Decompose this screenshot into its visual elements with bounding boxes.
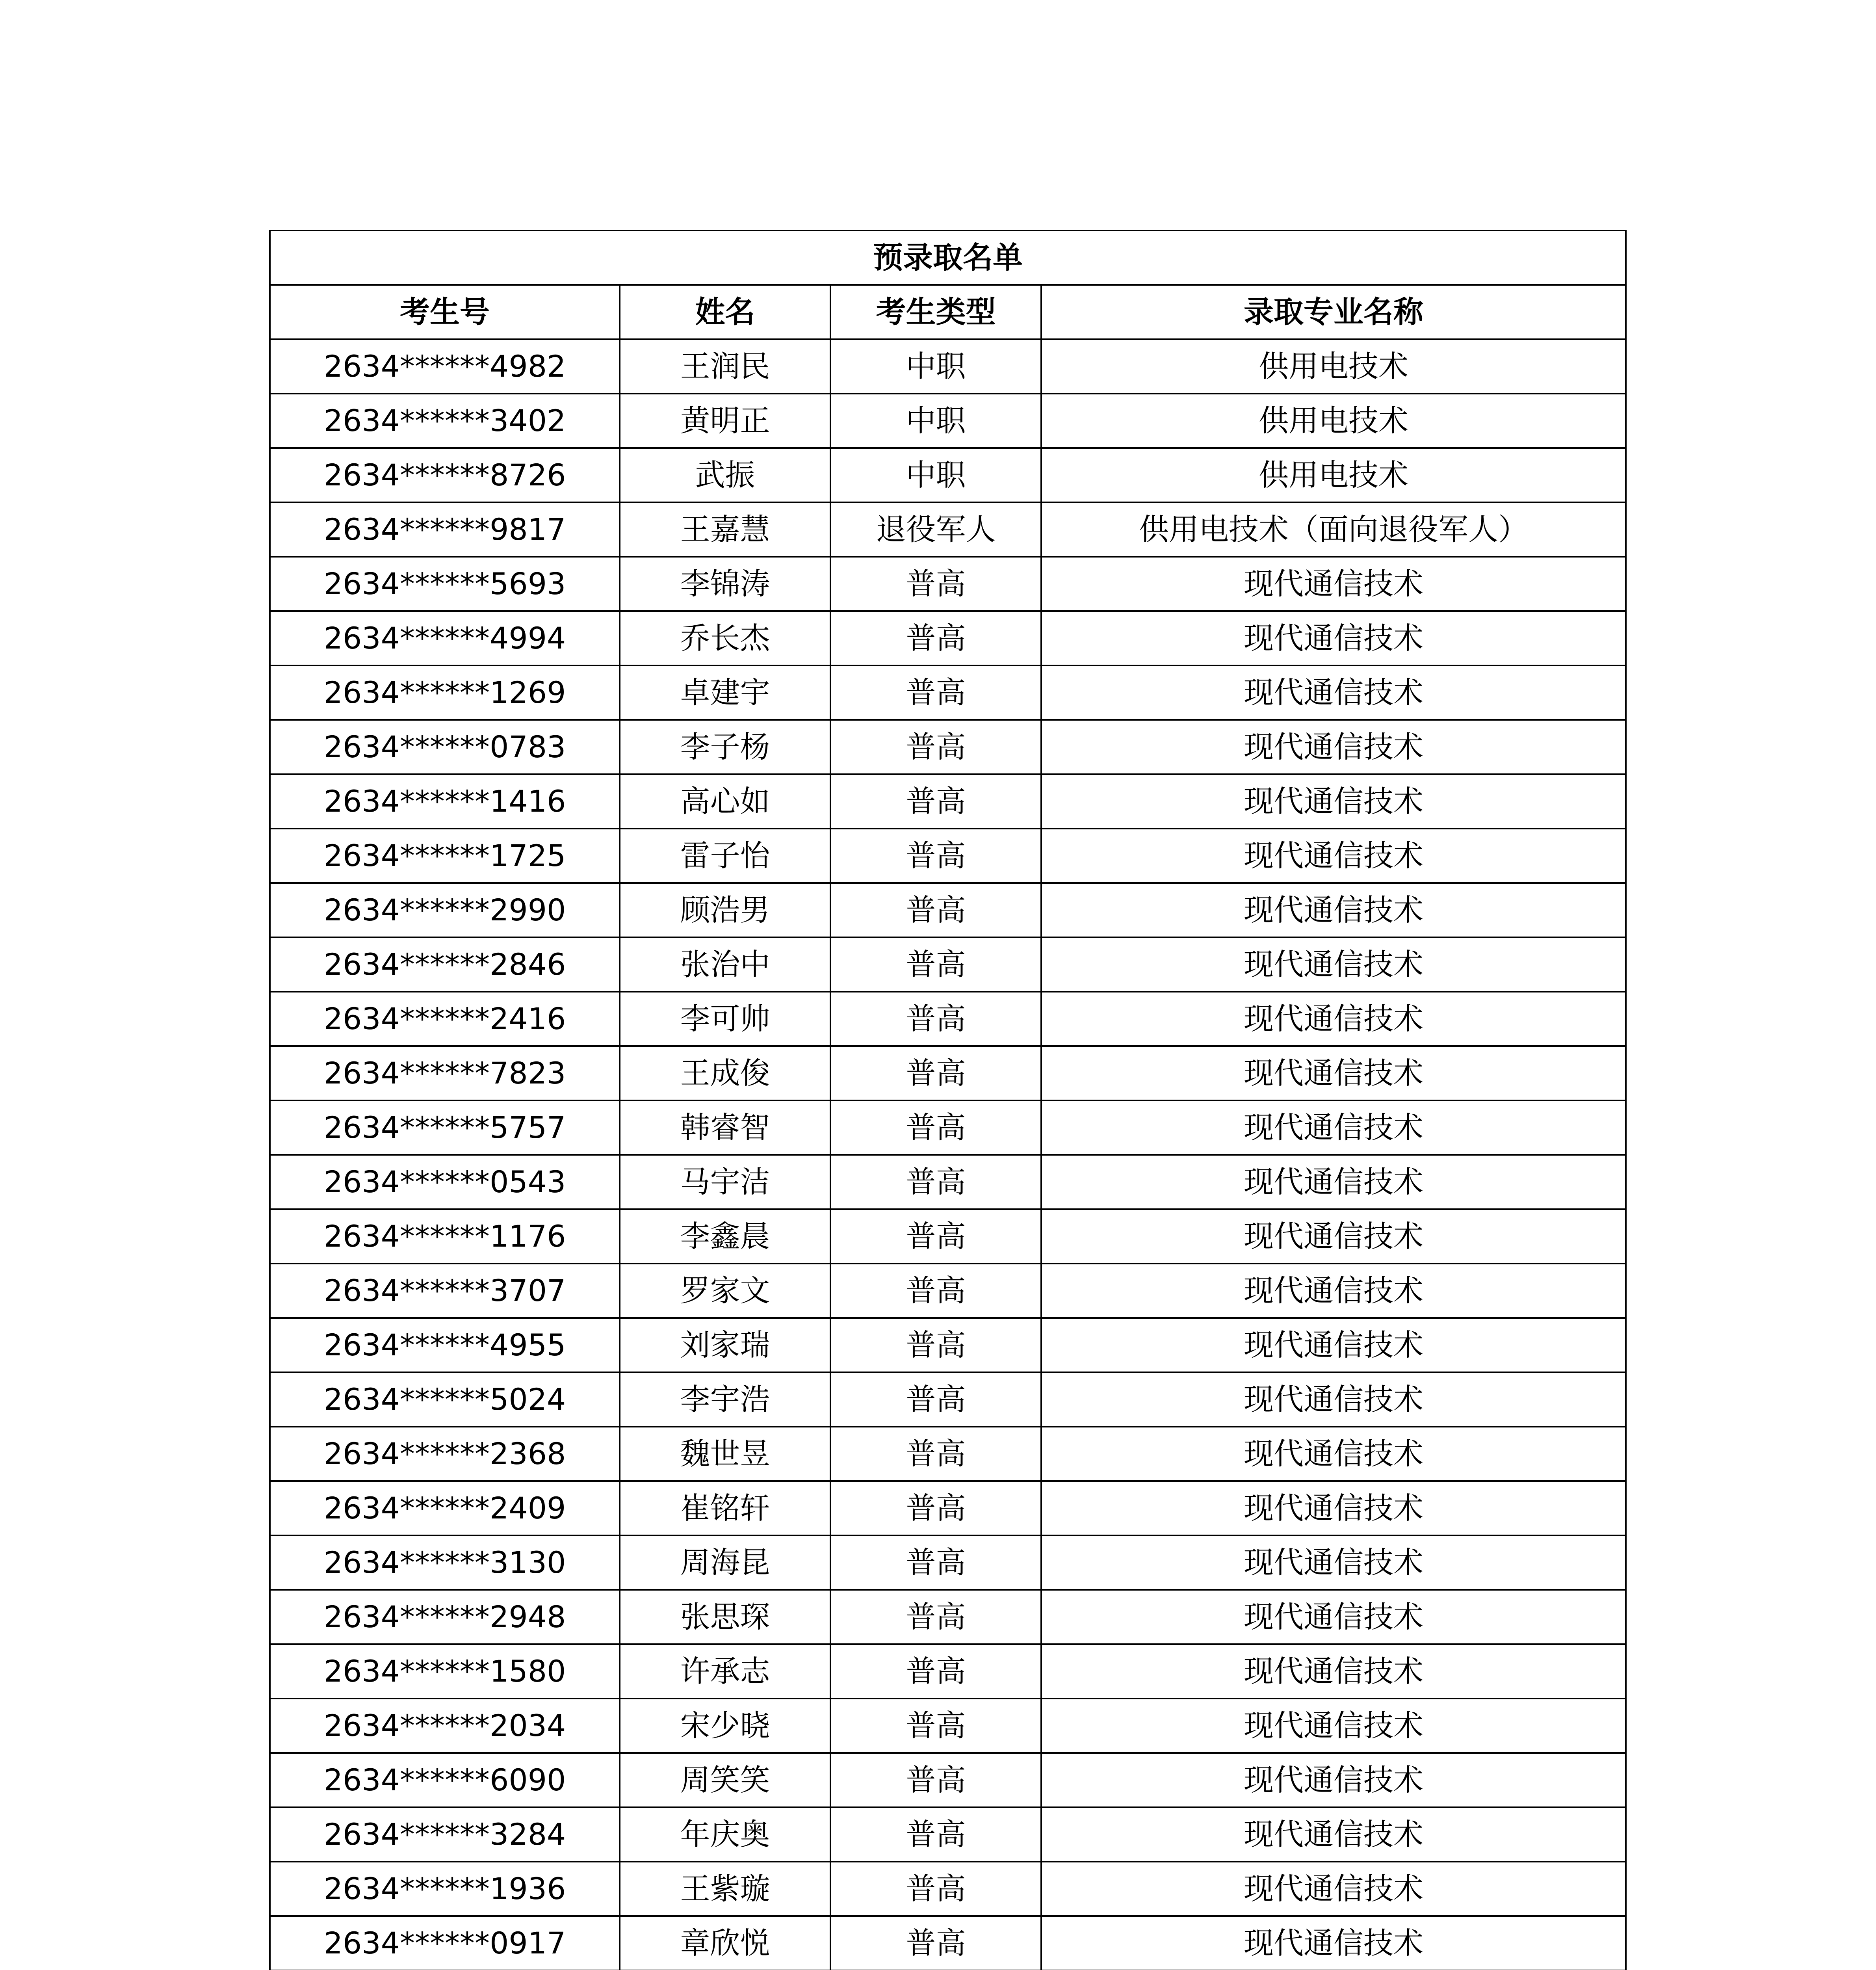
cell-exam-id: 2634******5024 [270,1372,620,1427]
cell-candidate-type: 普高 [830,720,1041,774]
cell-exam-id: 2634******0783 [270,720,620,774]
cell-name: 卓建宇 [620,665,830,720]
cell-name: 武振 [620,448,830,502]
table-title: 预录取名单 [270,230,1626,285]
cell-exam-id: 2634******3707 [270,1264,620,1318]
cell-major: 现代通信技术 [1041,1372,1626,1427]
cell-exam-id: 2634******1416 [270,774,620,829]
cell-exam-id: 2634******4982 [270,339,620,394]
cell-name: 周海昆 [620,1535,830,1590]
cell-exam-id: 2634******7823 [270,1046,620,1100]
cell-name: 韩睿智 [620,1100,830,1155]
table-row [270,1753,1626,1807]
cell-candidate-type: 普高 [830,1807,1041,1862]
column-header-name: 姓名 [620,285,830,339]
cell-major: 现代通信技术 [1041,992,1626,1046]
table-row [270,1100,1626,1155]
cell-exam-id: 2634******3402 [270,394,620,448]
cell-name: 黄明正 [620,394,830,448]
cell-candidate-type: 普高 [830,1753,1041,1807]
cell-exam-id: 2634******3284 [270,1807,620,1862]
cell-name: 顾浩男 [620,883,830,937]
cell-name: 周笑笑 [620,1753,830,1807]
cell-major: 现代通信技术 [1041,1590,1626,1644]
table-row [270,1427,1626,1481]
cell-major: 现代通信技术 [1041,1481,1626,1535]
cell-candidate-type: 普高 [830,1644,1041,1699]
cell-major: 现代通信技术 [1041,1916,1626,1970]
cell-candidate-type: 普高 [830,1100,1041,1155]
cell-name: 李锦涛 [620,557,830,611]
cell-exam-id: 2634******5757 [270,1100,620,1155]
cell-candidate-type: 普高 [830,1590,1041,1644]
cell-major: 现代通信技术 [1041,1753,1626,1807]
cell-exam-id: 2634******6090 [270,1753,620,1807]
cell-candidate-type: 普高 [830,665,1041,720]
cell-exam-id: 2634******1269 [270,665,620,720]
cell-exam-id: 2634******5693 [270,557,620,611]
cell-exam-id: 2634******2409 [270,1481,620,1535]
cell-exam-id: 2634******2416 [270,992,620,1046]
cell-exam-id: 2634******1176 [270,1209,620,1264]
cell-candidate-type: 普高 [830,1916,1041,1970]
table-row [270,1481,1626,1535]
cell-exam-id: 2634******0543 [270,1155,620,1209]
cell-name: 马宇洁 [620,1155,830,1209]
cell-major: 现代通信技术 [1041,1209,1626,1264]
table-row [270,1862,1626,1916]
table-row [270,1644,1626,1699]
cell-candidate-type: 中职 [830,394,1041,448]
cell-name: 崔铭轩 [620,1481,830,1535]
cell-major: 供用电技术 [1041,394,1626,448]
table-row [270,557,1626,611]
table-row [270,992,1626,1046]
cell-candidate-type: 普高 [830,1862,1041,1916]
cell-major: 现代通信技术 [1041,1318,1626,1372]
cell-major: 现代通信技术 [1041,1100,1626,1155]
table-row [270,1264,1626,1318]
cell-candidate-type: 普高 [830,557,1041,611]
table-body [270,339,1626,1970]
cell-exam-id: 2634******4994 [270,611,620,665]
cell-name: 章欣悦 [620,1916,830,1970]
cell-major: 现代通信技术 [1041,1807,1626,1862]
cell-major: 供用电技术 [1041,448,1626,502]
table-row [270,611,1626,665]
cell-exam-id: 2634******3130 [270,1535,620,1590]
cell-exam-id: 2634******0917 [270,1916,620,1970]
cell-major: 现代通信技术 [1041,611,1626,665]
cell-name: 王润民 [620,339,830,394]
cell-exam-id: 2634******2034 [270,1699,620,1753]
table-row [270,502,1626,557]
cell-exam-id: 2634******2990 [270,883,620,937]
cell-major: 现代通信技术 [1041,883,1626,937]
cell-major: 现代通信技术 [1041,1427,1626,1481]
table-row [270,1535,1626,1590]
table-row [270,339,1626,394]
cell-name: 王紫璇 [620,1862,830,1916]
cell-name: 许承志 [620,1644,830,1699]
cell-major: 现代通信技术 [1041,937,1626,992]
cell-major: 现代通信技术 [1041,1644,1626,1699]
table-row [270,665,1626,720]
cell-major: 现代通信技术 [1041,774,1626,829]
cell-name: 高心如 [620,774,830,829]
column-header-major: 录取专业名称 [1041,285,1626,339]
table-row [270,1046,1626,1100]
cell-candidate-type: 中职 [830,448,1041,502]
cell-exam-id: 2634******2368 [270,1427,620,1481]
cell-candidate-type: 普高 [830,1535,1041,1590]
table-row [270,883,1626,937]
cell-candidate-type: 普高 [830,1209,1041,1264]
cell-major: 现代通信技术 [1041,1155,1626,1209]
table-row [270,774,1626,829]
cell-exam-id: 2634******1725 [270,829,620,883]
cell-name: 李鑫晨 [620,1209,830,1264]
column-header-exam-id: 考生号 [270,285,620,339]
cell-name: 李子杨 [620,720,830,774]
cell-major: 现代通信技术 [1041,1046,1626,1100]
cell-candidate-type: 普高 [830,1427,1041,1481]
table-row [270,1318,1626,1372]
cell-candidate-type: 普高 [830,1155,1041,1209]
cell-candidate-type: 中职 [830,339,1041,394]
table-row [270,720,1626,774]
cell-exam-id: 2634******9817 [270,502,620,557]
cell-candidate-type: 普高 [830,774,1041,829]
cell-major: 现代通信技术 [1041,1535,1626,1590]
cell-candidate-type: 普高 [830,883,1041,937]
cell-major: 现代通信技术 [1041,720,1626,774]
cell-name: 年庆奥 [620,1807,830,1862]
admission-list-document [269,230,1625,1970]
cell-major: 现代通信技术 [1041,557,1626,611]
cell-name: 张治中 [620,937,830,992]
cell-candidate-type: 普高 [830,611,1041,665]
cell-exam-id: 2634******4955 [270,1318,620,1372]
cell-major: 现代通信技术 [1041,665,1626,720]
cell-candidate-type: 普高 [830,937,1041,992]
table-row [270,1807,1626,1862]
cell-exam-id: 2634******1936 [270,1862,620,1916]
cell-major: 供用电技术（面向退役军人） [1041,502,1626,557]
cell-candidate-type: 退役军人 [830,502,1041,557]
table-row [270,937,1626,992]
table-row [270,1699,1626,1753]
cell-candidate-type: 普高 [830,1481,1041,1535]
cell-major: 现代通信技术 [1041,1264,1626,1318]
cell-candidate-type: 普高 [830,992,1041,1046]
table-row [270,1590,1626,1644]
table-title-row [270,230,1626,285]
table-row [270,1372,1626,1427]
cell-name: 刘家瑞 [620,1318,830,1372]
cell-major: 现代通信技术 [1041,1862,1626,1916]
cell-candidate-type: 普高 [830,829,1041,883]
table-header-row [270,285,1626,339]
column-header-candidate-type: 考生类型 [830,285,1041,339]
cell-candidate-type: 普高 [830,1699,1041,1753]
cell-name: 王嘉慧 [620,502,830,557]
cell-name: 罗家文 [620,1264,830,1318]
cell-name: 宋少晓 [620,1699,830,1753]
table-row [270,1916,1626,1970]
table-row [270,1209,1626,1264]
cell-candidate-type: 普高 [830,1264,1041,1318]
cell-major: 供用电技术 [1041,339,1626,394]
table-row [270,448,1626,502]
table-row [270,1155,1626,1209]
cell-name: 乔长杰 [620,611,830,665]
cell-exam-id: 2634******8726 [270,448,620,502]
cell-major: 现代通信技术 [1041,1699,1626,1753]
cell-candidate-type: 普高 [830,1318,1041,1372]
cell-major: 现代通信技术 [1041,829,1626,883]
table-row [270,394,1626,448]
admission-table [269,230,1627,1970]
cell-name: 王成俊 [620,1046,830,1100]
cell-name: 魏世昱 [620,1427,830,1481]
cell-name: 张思琛 [620,1590,830,1644]
table-row [270,829,1626,883]
cell-name: 雷子怡 [620,829,830,883]
cell-exam-id: 2634******2846 [270,937,620,992]
cell-name: 李可帅 [620,992,830,1046]
cell-candidate-type: 普高 [830,1046,1041,1100]
cell-exam-id: 2634******1580 [270,1644,620,1699]
cell-candidate-type: 普高 [830,1372,1041,1427]
cell-exam-id: 2634******2948 [270,1590,620,1644]
cell-name: 李宇浩 [620,1372,830,1427]
